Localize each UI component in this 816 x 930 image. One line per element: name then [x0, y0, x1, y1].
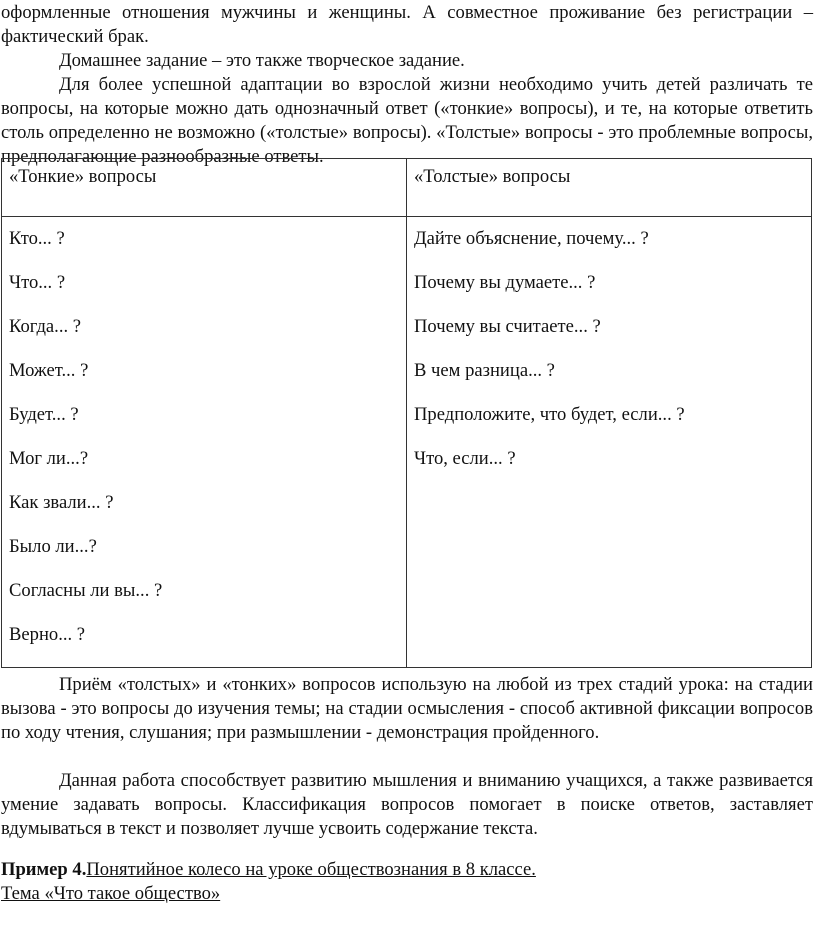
paragraph-intro-1: оформленные отношения мужчины и женщины. А совместное проживание без регистрации – фактический брак. [1, 2, 813, 47]
thick-question: Что, если... ? [414, 448, 516, 469]
thick-question: В чем разница... ? [414, 360, 555, 381]
table-header-row [2, 159, 812, 217]
thin-question: Что... ? [9, 272, 66, 293]
example-heading [1, 858, 536, 882]
thin-question: Мог ли...? [9, 448, 89, 469]
thin-question: Согласны ли вы... ? [9, 580, 163, 601]
thin-question: Будет... ? [9, 404, 79, 425]
thin-question: Верно... ? [9, 624, 86, 645]
thick-question: Дайте объяснение, почему... ? [414, 228, 649, 249]
paragraph-intro-3: Для более успешной адаптации во взрослой жизни необходимо учить детей различать те вопросы, на которые можно дать однозначный ответ («тонкие» вопросы), и те, на которые ответить столь определенно не возможно («толстые» вопросы). «Толстые» вопросы - это проблемные вопросы, предполагающие разнообразные ответы. [1, 74, 813, 167]
thick-question: Предположите, что будет, если... ? [414, 404, 685, 425]
thin-question: Кто... ? [9, 228, 65, 249]
header-thick-questions: «Толстые» вопросы [407, 159, 812, 217]
example-title: Понятийное колесо на уроке обществознания в 8 классе. [86, 859, 536, 880]
thin-question: Было ли...? [9, 536, 97, 557]
thick-question: Почему вы считаете... ? [414, 316, 601, 337]
thick-questions-cell [407, 217, 812, 668]
table-body-row [2, 217, 812, 668]
example-topic: Тема «Что такое общество» [1, 883, 221, 904]
example-label: Пример 4. [1, 859, 87, 880]
paragraph-benefit: Данная работа способствует развитию мышления и вниманию учащихся, а также развивается умение задавать вопросы. Классификация вопросов помогает в поиске ответов, заставляет вдумываться в текст и позволяет лучше усвоить содержание текста. [1, 770, 813, 839]
thin-question: Когда... ? [9, 316, 82, 337]
thin-questions-cell [2, 217, 407, 668]
paragraph-method: Приём «толстых» и «тонких» вопросов использую на любой из трех стадий урока: на стадии вызова - это вопросы до изучения темы; на стадии осмысления - способ активной фиксации вопросов по ходу чтения, слушания; при размышлении - демонстрация пройденного. [1, 674, 813, 743]
thin-question: Может... ? [9, 360, 89, 381]
thick-question: Почему вы думаете... ? [414, 272, 596, 293]
header-thin-questions: «Тонкие» вопросы [2, 159, 407, 217]
questions-table [1, 158, 812, 668]
thin-question: Как звали... ? [9, 492, 114, 513]
paragraph-intro-2: Домашнее задание – это также творческое задание. [59, 50, 465, 71]
